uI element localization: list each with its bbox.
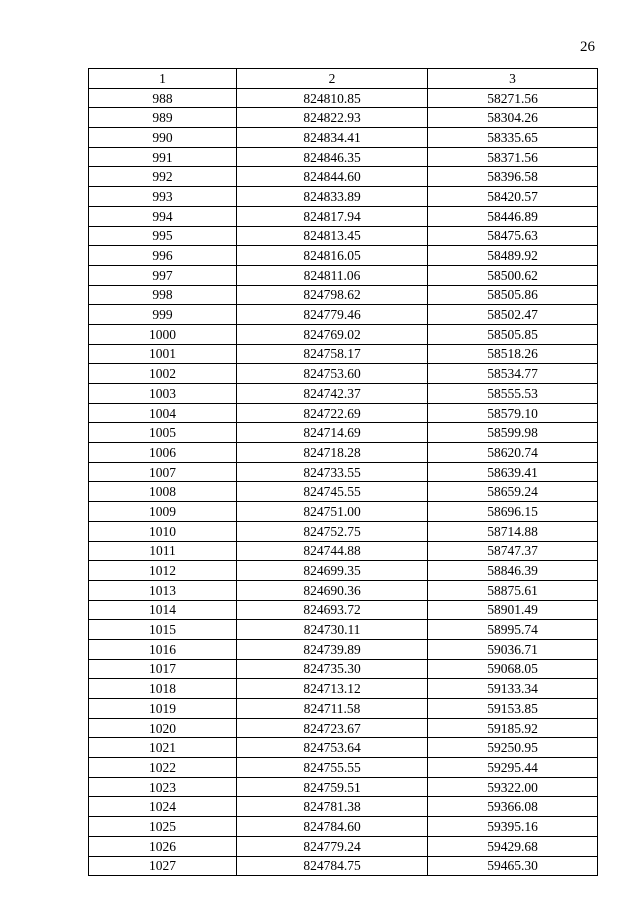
point-number-cell: 1003 <box>89 384 237 404</box>
x-coordinate-cell: 824713.12 <box>237 679 428 699</box>
x-coordinate-cell: 824744.88 <box>237 541 428 561</box>
point-number-cell: 1017 <box>89 659 237 679</box>
point-number-cell: 1013 <box>89 580 237 600</box>
x-coordinate-cell: 824714.69 <box>237 423 428 443</box>
x-coordinate-cell: 824822.93 <box>237 108 428 128</box>
table-row <box>89 758 598 778</box>
y-coordinate-cell: 58599.98 <box>428 423 598 443</box>
x-coordinate-cell: 824735.30 <box>237 659 428 679</box>
x-coordinate-cell: 824751.00 <box>237 502 428 522</box>
x-coordinate-cell: 824718.28 <box>237 443 428 463</box>
x-coordinate-cell: 824816.05 <box>237 246 428 266</box>
x-coordinate-cell: 824752.75 <box>237 521 428 541</box>
table-row <box>89 777 598 797</box>
y-coordinate-cell: 58901.49 <box>428 600 598 620</box>
x-coordinate-cell: 824810.85 <box>237 88 428 108</box>
x-coordinate-cell: 824798.62 <box>237 285 428 305</box>
y-coordinate-cell: 59185.92 <box>428 718 598 738</box>
table-row <box>89 226 598 246</box>
x-coordinate-cell: 824723.67 <box>237 718 428 738</box>
table-row <box>89 187 598 207</box>
table-row <box>89 108 598 128</box>
table-row <box>89 482 598 502</box>
y-coordinate-cell: 59068.05 <box>428 659 598 679</box>
x-coordinate-cell: 824844.60 <box>237 167 428 187</box>
x-coordinate-cell: 824769.02 <box>237 324 428 344</box>
coordinates-table-container <box>88 68 597 876</box>
table-row <box>89 738 598 758</box>
point-number-cell: 1019 <box>89 699 237 719</box>
table-header-row <box>89 69 598 89</box>
y-coordinate-cell: 58505.86 <box>428 285 598 305</box>
x-coordinate-cell: 824753.64 <box>237 738 428 758</box>
point-number-cell: 1018 <box>89 679 237 699</box>
point-number-cell: 1008 <box>89 482 237 502</box>
x-coordinate-cell: 824833.89 <box>237 187 428 207</box>
table-row <box>89 246 598 266</box>
x-coordinate-cell: 824834.41 <box>237 128 428 148</box>
point-number-cell: 1027 <box>89 856 237 876</box>
x-coordinate-cell: 824699.35 <box>237 561 428 581</box>
point-number-cell: 1009 <box>89 502 237 522</box>
y-coordinate-cell: 58620.74 <box>428 443 598 463</box>
y-coordinate-cell: 58396.58 <box>428 167 598 187</box>
table-row <box>89 128 598 148</box>
y-coordinate-cell: 58500.62 <box>428 265 598 285</box>
table-row <box>89 285 598 305</box>
table-row <box>89 699 598 719</box>
table-row <box>89 679 598 699</box>
point-number-cell: 993 <box>89 187 237 207</box>
x-coordinate-cell: 824817.94 <box>237 206 428 226</box>
point-number-cell: 1015 <box>89 620 237 640</box>
table-row <box>89 167 598 187</box>
point-number-cell: 988 <box>89 88 237 108</box>
table-row <box>89 856 598 876</box>
y-coordinate-cell: 59250.95 <box>428 738 598 758</box>
y-coordinate-cell: 59036.71 <box>428 639 598 659</box>
point-number-cell: 1005 <box>89 423 237 443</box>
y-coordinate-cell: 59429.68 <box>428 836 598 856</box>
y-coordinate-cell: 58875.61 <box>428 580 598 600</box>
y-coordinate-cell: 58995.74 <box>428 620 598 640</box>
x-coordinate-cell: 824690.36 <box>237 580 428 600</box>
y-coordinate-cell: 58475.63 <box>428 226 598 246</box>
point-number-cell: 992 <box>89 167 237 187</box>
x-coordinate-cell: 824745.55 <box>237 482 428 502</box>
y-coordinate-cell: 58446.89 <box>428 206 598 226</box>
point-number-cell: 1025 <box>89 817 237 837</box>
x-coordinate-cell: 824784.60 <box>237 817 428 837</box>
x-coordinate-cell: 824779.24 <box>237 836 428 856</box>
point-number-cell: 1012 <box>89 561 237 581</box>
table-row <box>89 305 598 325</box>
x-coordinate-cell: 824846.35 <box>237 147 428 167</box>
table-row <box>89 443 598 463</box>
y-coordinate-cell: 58489.92 <box>428 246 598 266</box>
table-row <box>89 88 598 108</box>
column-header-3: 3 <box>428 69 598 89</box>
y-coordinate-cell: 58579.10 <box>428 403 598 423</box>
y-coordinate-cell: 59153.85 <box>428 699 598 719</box>
table-row <box>89 541 598 561</box>
table-row <box>89 639 598 659</box>
x-coordinate-cell: 824733.55 <box>237 462 428 482</box>
table-row <box>89 580 598 600</box>
y-coordinate-cell: 58534.77 <box>428 364 598 384</box>
point-number-cell: 1024 <box>89 797 237 817</box>
table-row <box>89 344 598 364</box>
point-number-cell: 1006 <box>89 443 237 463</box>
y-coordinate-cell: 58714.88 <box>428 521 598 541</box>
point-number-cell: 995 <box>89 226 237 246</box>
table-row <box>89 462 598 482</box>
point-number-cell: 1023 <box>89 777 237 797</box>
point-number-cell: 994 <box>89 206 237 226</box>
point-number-cell: 1010 <box>89 521 237 541</box>
x-coordinate-cell: 824813.45 <box>237 226 428 246</box>
table-row <box>89 817 598 837</box>
y-coordinate-cell: 58505.85 <box>428 324 598 344</box>
point-number-cell: 998 <box>89 285 237 305</box>
point-number-cell: 997 <box>89 265 237 285</box>
y-coordinate-cell: 58304.26 <box>428 108 598 128</box>
y-coordinate-cell: 59395.16 <box>428 817 598 837</box>
x-coordinate-cell: 824753.60 <box>237 364 428 384</box>
point-number-cell: 1014 <box>89 600 237 620</box>
table-row <box>89 265 598 285</box>
point-number-cell: 1020 <box>89 718 237 738</box>
y-coordinate-cell: 58518.26 <box>428 344 598 364</box>
point-number-cell: 1011 <box>89 541 237 561</box>
table-row <box>89 600 598 620</box>
table-row <box>89 797 598 817</box>
table-row <box>89 324 598 344</box>
y-coordinate-cell: 59322.00 <box>428 777 598 797</box>
page-number: 26 <box>580 39 595 55</box>
y-coordinate-cell: 58335.65 <box>428 128 598 148</box>
point-number-cell: 996 <box>89 246 237 266</box>
point-number-cell: 1000 <box>89 324 237 344</box>
y-coordinate-cell: 58555.53 <box>428 384 598 404</box>
table-row <box>89 836 598 856</box>
x-coordinate-cell: 824730.11 <box>237 620 428 640</box>
x-coordinate-cell: 824755.55 <box>237 758 428 778</box>
table-row <box>89 620 598 640</box>
x-coordinate-cell: 824758.17 <box>237 344 428 364</box>
point-number-cell: 1007 <box>89 462 237 482</box>
x-coordinate-cell: 824742.37 <box>237 384 428 404</box>
point-number-cell: 999 <box>89 305 237 325</box>
x-coordinate-cell: 824693.72 <box>237 600 428 620</box>
table-body <box>89 88 598 876</box>
table-row <box>89 384 598 404</box>
table-row <box>89 206 598 226</box>
point-number-cell: 989 <box>89 108 237 128</box>
point-number-cell: 1002 <box>89 364 237 384</box>
point-number-cell: 1016 <box>89 639 237 659</box>
table-row <box>89 521 598 541</box>
coordinates-table <box>88 68 598 876</box>
table-row <box>89 423 598 443</box>
table-row <box>89 364 598 384</box>
x-coordinate-cell: 824739.89 <box>237 639 428 659</box>
y-coordinate-cell: 59465.30 <box>428 856 598 876</box>
y-coordinate-cell: 59366.08 <box>428 797 598 817</box>
x-coordinate-cell: 824784.75 <box>237 856 428 876</box>
y-coordinate-cell: 58696.15 <box>428 502 598 522</box>
point-number-cell: 1022 <box>89 758 237 778</box>
x-coordinate-cell: 824779.46 <box>237 305 428 325</box>
y-coordinate-cell: 59295.44 <box>428 758 598 778</box>
x-coordinate-cell: 824781.38 <box>237 797 428 817</box>
table-row <box>89 561 598 581</box>
x-coordinate-cell: 824722.69 <box>237 403 428 423</box>
x-coordinate-cell: 824811.06 <box>237 265 428 285</box>
y-coordinate-cell: 58502.47 <box>428 305 598 325</box>
y-coordinate-cell: 59133.34 <box>428 679 598 699</box>
x-coordinate-cell: 824759.51 <box>237 777 428 797</box>
table-row <box>89 718 598 738</box>
table-row <box>89 502 598 522</box>
x-coordinate-cell: 824711.58 <box>237 699 428 719</box>
y-coordinate-cell: 58747.37 <box>428 541 598 561</box>
y-coordinate-cell: 58271.56 <box>428 88 598 108</box>
y-coordinate-cell: 58846.39 <box>428 561 598 581</box>
table-row <box>89 403 598 423</box>
point-number-cell: 1004 <box>89 403 237 423</box>
point-number-cell: 990 <box>89 128 237 148</box>
y-coordinate-cell: 58371.56 <box>428 147 598 167</box>
point-number-cell: 991 <box>89 147 237 167</box>
table-row <box>89 147 598 167</box>
point-number-cell: 1021 <box>89 738 237 758</box>
point-number-cell: 1001 <box>89 344 237 364</box>
column-header-1: 1 <box>89 69 237 89</box>
table-row <box>89 659 598 679</box>
point-number-cell: 1026 <box>89 836 237 856</box>
y-coordinate-cell: 58659.24 <box>428 482 598 502</box>
column-header-2: 2 <box>237 69 428 89</box>
y-coordinate-cell: 58420.57 <box>428 187 598 207</box>
y-coordinate-cell: 58639.41 <box>428 462 598 482</box>
